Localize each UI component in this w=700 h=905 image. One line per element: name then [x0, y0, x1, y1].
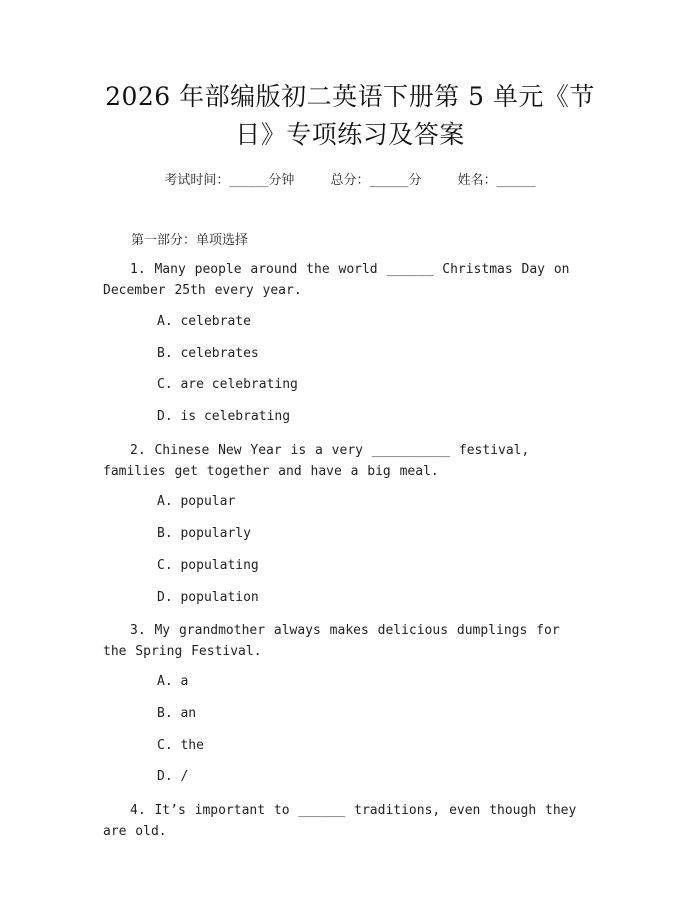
question-3: 3. My grandmother always makes delicious dumplings for the Spring Festival. — [103, 623, 560, 659]
section-heading: 第一部分：单项选择 — [131, 233, 249, 248]
question-3-option-b: B. an — [157, 706, 197, 721]
question-1-option-c: C. are celebrating — [157, 377, 298, 392]
question-3-option-d: D. / — [157, 769, 189, 784]
question-2-option-c: C. populating — [157, 558, 259, 573]
question-1-option-b: B. celebrates — [157, 346, 259, 361]
question-1: 1. Many people around the world ______ Christmas Day on December 25th every year. — [103, 262, 570, 298]
question-2-option-d: D. population — [157, 590, 259, 605]
question-1-option-d: D. is celebrating — [157, 409, 291, 424]
question-3-option-c: C. the — [157, 738, 204, 753]
question-2: 2. Chinese New Year is a very __________ festival, families get together and have a big meal. — [103, 443, 530, 479]
name-label: 姓名：______ — [457, 173, 536, 188]
page-title: 2026 年部编版初二英语下册第 5 单元《节日》专项练习及答案 — [105, 82, 595, 149]
question-1-option-a: A. celebrate — [157, 314, 251, 329]
total-score-label: 总分：______分 — [330, 173, 422, 188]
exam-time-label: 考试时间：______分钟 — [164, 173, 295, 188]
question-4: 4. It’s important to ______ traditions, even though they are old. — [103, 803, 577, 839]
question-2-option-a: A. popular — [157, 494, 236, 509]
exam-info-line — [0, 169, 700, 188]
question-3-option-a: A. a — [157, 674, 189, 689]
question-2-option-b: B. popularly — [157, 526, 251, 541]
